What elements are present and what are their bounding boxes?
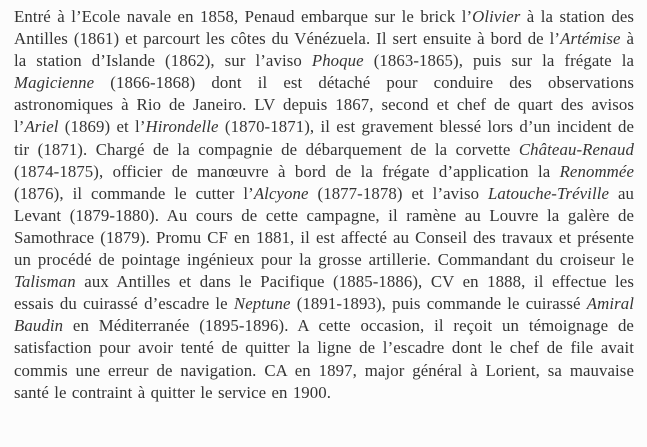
text-run: au Levant (1879-1880). Au cours de cette campagne, il ramène au Louvre la galère de Samothrace (1879). Promu CF en 1881, il est affecté au Conseil des travaux et présente un procédé de pointage ingénieux pour la grosse artillerie. Commandant du croiseur le — [14, 183, 634, 270]
ship-name: Magicienne — [14, 73, 95, 93]
text-run: (1866-1868) dont il est détaché pour conduire des observations astronomiques à Rio de Janeiro. LV depuis 1867, second et chef de quart des avisos l’ — [14, 73, 634, 137]
text-run: aux Antilles et dans le Pacifique (1885-1886), CV en 1888, il effectue les essais du cuirassé d’escadre le — [14, 272, 634, 314]
ship-name: Latouche-Tréville — [488, 183, 610, 203]
text-run: Entré à l’Ecole navale en 1858, Penaud embarque sur le brick l’ — [14, 7, 473, 26]
biography-paragraph — [14, 6, 634, 404]
text-run: à la station d’Islande (1862), sur l’aviso — [14, 29, 635, 71]
ship-name: Château-Renaud — [518, 139, 634, 159]
ship-name: Olivier — [472, 7, 521, 26]
text-run: (1877-1878) et l’aviso — [308, 183, 488, 203]
ship-name: Phoque — [311, 51, 364, 71]
ship-name: Renommée — [559, 161, 634, 181]
text-run: à la station des Antilles (1861) et parcourt les côtes du Vénézuela. Il sert ensuite à bord de l’ — [14, 7, 634, 49]
text-run: en Méditerranée (1895-1896). A cette occasion, il reçoit un témoignage de satisfaction pour avoir tenté de quitter la ligne de l’escadre dont le chef de file avait commis une erreur de navigation. CA en 1897, major général à Lorient, sa mauvaise santé le contraint à quitter le service en 1900. — [14, 316, 634, 402]
text-run: (1874-1875), officier de manœuvre à bord de la frégate d’application la — [14, 161, 560, 181]
ship-name: Neptune — [233, 294, 291, 314]
ship-name: Amiral Baudin — [14, 294, 634, 336]
ship-name: Artémise — [560, 29, 621, 49]
ship-name: Talisman — [14, 272, 76, 292]
text-run: (1876), il commande le cutter l’ — [14, 183, 254, 203]
text-run: (1863-1865), puis sur la frégate la — [363, 51, 635, 71]
ship-name: Ariel — [24, 117, 59, 137]
ship-name: Hirondelle — [145, 117, 219, 137]
ship-name: Alcyone — [253, 183, 309, 203]
text-run: (1870-1871), il est gravement blessé lors d’un incident de tir (1871). Chargé de la compagnie de débarquement de la corvette — [14, 117, 634, 159]
text-run: (1891-1893), puis commande le cuirassé — [290, 294, 587, 314]
text-run: (1869) et l’ — [58, 117, 146, 137]
